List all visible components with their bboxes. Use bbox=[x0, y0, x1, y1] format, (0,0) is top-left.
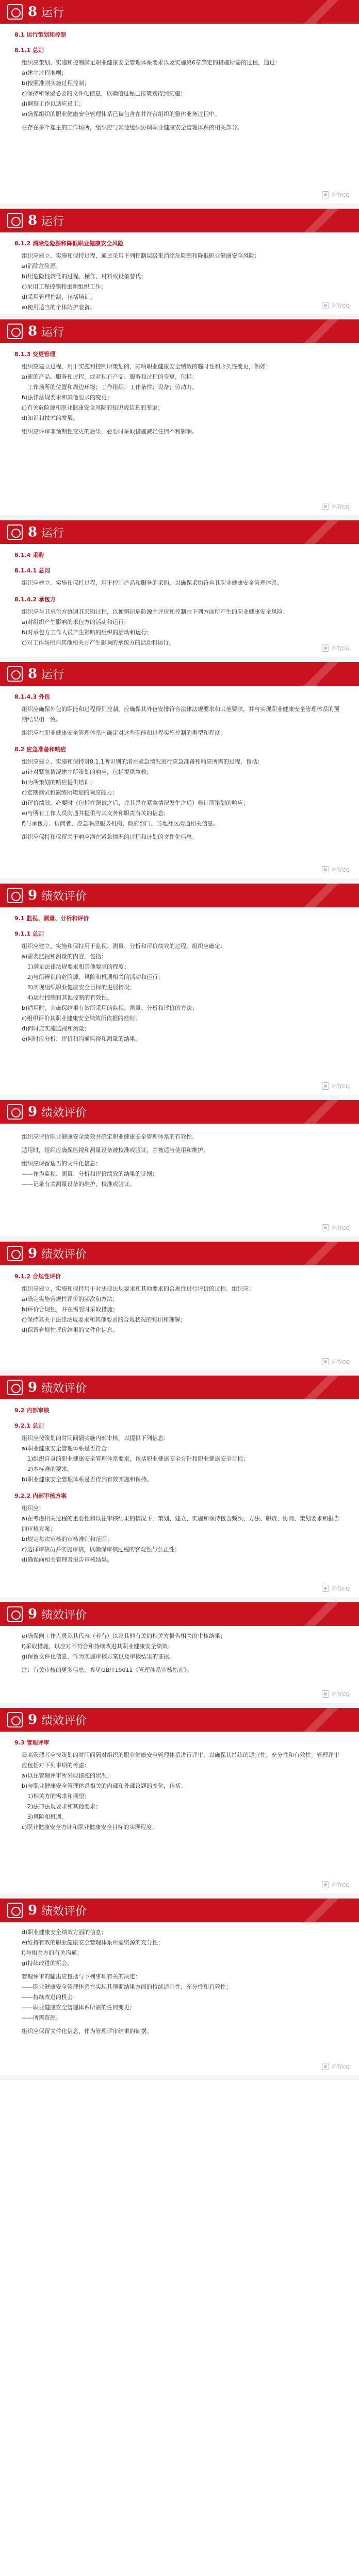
list-item: b)对承包方工作人员产生影响的组织的活动和运行； bbox=[22, 629, 153, 636]
section-header-bar bbox=[0, 1376, 359, 1399]
watermark-text: 环智CQ bbox=[332, 1360, 350, 1365]
list-item: c)保持和保留必要的文件化信息，以确信过程已按策划得到实施； bbox=[22, 90, 186, 97]
chapter-number: 8 bbox=[28, 4, 38, 20]
section-heading: 8.2 应急准备和响应 bbox=[14, 746, 67, 753]
list-item: d)调整工作以适应员工； bbox=[22, 100, 85, 107]
watermark bbox=[322, 1584, 350, 1592]
list-item: b)职业健康安全管理体系是否得到有效实施和保持。 bbox=[22, 1476, 153, 1483]
paragraph: 组织应保持和保留关于响应潜在紧急情况的过程和计划的文件化信息。 bbox=[22, 834, 198, 840]
slide-panel bbox=[0, 1899, 359, 2080]
watermark-text: 环智CQ bbox=[332, 1692, 350, 1698]
logo-icon bbox=[7, 1380, 23, 1395]
list-item: e)与所有工作人员沟通并提供与其义务和职责有关的信息； bbox=[22, 810, 170, 817]
header-decoration bbox=[282, 1242, 359, 1265]
section-heading: 8.1.4.3 外包 bbox=[14, 693, 50, 700]
slide-content bbox=[0, 544, 359, 662]
list-item: b)用危险性较低的过程、操作、材料或设备替代； bbox=[22, 273, 147, 280]
list-item: b)法律法规要求和其他要求的变更； bbox=[22, 394, 113, 401]
section-header-bar bbox=[0, 662, 359, 686]
section-heading: 8.1.4.1 总则 bbox=[14, 567, 50, 574]
list-item: a)消除危险源； bbox=[22, 263, 62, 269]
paragraph: 适用时，组织应确保监视和测量设备被校准或验证，并被适当使用和维护。 bbox=[22, 1147, 209, 1154]
list-item: f)采取措施，以应对不符合和持续改进其职业健康安全绩效； bbox=[22, 1643, 174, 1650]
paragraph: 组织应建立、实施和保持对8.1.1所识别的潜在紧急情况进行应急准备和响应所需的过程，包括： bbox=[22, 758, 263, 765]
list-item: a)针对紧急情况建立所策划的响应，包括提供急救； bbox=[22, 769, 153, 775]
chapter-title: 绩效评价 bbox=[41, 890, 87, 903]
watermark bbox=[322, 866, 350, 873]
watermark bbox=[322, 191, 350, 198]
list-item: b)与职业健康安全管理体系相关的内部和外部议题的变化，包括： bbox=[22, 1783, 187, 1789]
chapter-number: 9 bbox=[28, 1246, 38, 1261]
list-item: e)使用适当的个体防护装备。 bbox=[22, 304, 96, 311]
list-item: 2)法律法规要求和其他要求； bbox=[22, 1803, 102, 1810]
list-item: a)建立过程准则； bbox=[22, 70, 68, 76]
header-decoration bbox=[282, 1100, 359, 1124]
watermark bbox=[322, 502, 350, 510]
slide-content bbox=[0, 232, 359, 319]
watermark bbox=[322, 1082, 350, 1090]
list-item: a)新的产品、服务和过程，或对现有产品、服务和过程的变更，包括： bbox=[22, 374, 198, 380]
list-item: d)确保向相关管理者报告审核结果。 bbox=[22, 1556, 113, 1563]
watermark-icon bbox=[322, 866, 329, 873]
chapter-number: 9 bbox=[28, 1606, 38, 1622]
watermark-text: 环智CQ bbox=[332, 1226, 350, 1231]
logo-icon bbox=[7, 666, 23, 682]
logo-icon bbox=[7, 324, 23, 339]
list-item: e)确保向工作人员及其代表（若有）以及其他有关的相关方报告相关的审核结果； bbox=[22, 1633, 226, 1639]
section-heading: 9.1 监视、测量、分析和评价 bbox=[14, 915, 89, 922]
watermark-icon bbox=[322, 1358, 329, 1365]
list-item: c)保持其关于法律法规要求和其他要求的合规状况的知识和理解； bbox=[22, 1316, 186, 1323]
list-item: d)何时应实施监视和测量； bbox=[22, 1025, 90, 1032]
list-item: c)对工作场所内其他相关方产生影响的承包方的活动和运行。 bbox=[22, 639, 175, 646]
section-header-bar bbox=[0, 1242, 359, 1265]
paragraph: 组织应评价职业健康安全绩效并确定职业健康安全管理体系的有效性。 bbox=[22, 1133, 198, 1140]
chapter-title: 运行 bbox=[41, 527, 64, 540]
list-item: f)与承包方、访问者、应急响应服务机构、政府部门、当地社区沟通相关信息。 bbox=[22, 820, 219, 827]
section-heading: 9.2.1 总则 bbox=[14, 1422, 44, 1429]
list-item: e)维持有效的职业健康安全管理体系所需资源的充分性； bbox=[22, 1939, 164, 1946]
list-item: c)组织评价其职业健康安全绩效所依据的准则； bbox=[22, 1015, 141, 1022]
watermark-text: 环智CQ bbox=[332, 646, 350, 652]
logo-icon bbox=[7, 213, 23, 228]
watermark-text: 环智CQ bbox=[332, 1883, 350, 1888]
logo-icon bbox=[7, 4, 23, 20]
list-item: c)职业健康安全方针和职业健康安全目标的实现程度； bbox=[22, 1824, 158, 1831]
watermark-icon bbox=[322, 191, 329, 198]
list-item: ——职业健康安全管理体系在实现其预期结果方面的持续适宜性、充分性和有效性； bbox=[22, 1984, 232, 1990]
paragraph: 管理评审的输出应包括与下列事项有关的决定： bbox=[22, 1973, 141, 1980]
watermark-icon bbox=[322, 1224, 329, 1231]
chapter-title: 绩效评价 bbox=[41, 1106, 87, 1120]
watermark-icon bbox=[322, 1881, 329, 1888]
slide-content bbox=[0, 343, 359, 452]
watermark-text: 环智CQ bbox=[332, 868, 350, 873]
slide-content bbox=[0, 1626, 359, 1691]
chapter-title: 绩效评价 bbox=[41, 1905, 87, 1918]
section-heading: 8.1.1 总则 bbox=[14, 47, 44, 54]
slide-panel bbox=[0, 1376, 359, 1602]
list-item: d)职业健康安全绩效方面的信息； bbox=[22, 1929, 107, 1936]
slide-panel bbox=[0, 884, 359, 1100]
list-item: c)定期测试和演练所策划的响应能力； bbox=[22, 789, 118, 796]
list-item: a)以往管理评审所采取措施的状况； bbox=[22, 1772, 113, 1779]
watermark bbox=[322, 644, 350, 652]
logo-icon bbox=[7, 1903, 23, 1918]
list-item: ——所需资源。 bbox=[22, 2014, 61, 2021]
watermark-icon bbox=[322, 503, 329, 510]
slide-content bbox=[0, 907, 359, 1060]
chapter-title: 绩效评价 bbox=[41, 1382, 87, 1395]
chapter-title: 运行 bbox=[41, 668, 64, 682]
list-item: ——作为监视、测量、分析和评价绩效的结果的证据； bbox=[22, 1171, 158, 1177]
slide-panel bbox=[0, 1708, 359, 1899]
slide-panel bbox=[0, 319, 359, 520]
header-decoration bbox=[282, 662, 359, 686]
list-item: ——记录有关测量设备的维护、校准或验证。 bbox=[22, 1181, 135, 1188]
slide-content bbox=[0, 1124, 359, 1205]
paragraph: 组织应策划、实施和控制满足职业健康安全管理体系要求以及实施第6章确定的措施所需的过程，通过： bbox=[22, 59, 281, 66]
slide-panel bbox=[0, 0, 359, 209]
list-item: c)采用工程控制和重新组织工作； bbox=[22, 283, 107, 290]
slide-panel bbox=[0, 520, 359, 662]
section-header-bar bbox=[0, 0, 359, 24]
chapter-number: 9 bbox=[28, 1104, 38, 1120]
list-item: ——职业健康安全管理体系所需的任何变更； bbox=[22, 2004, 135, 2011]
chapter-title: 绩效评价 bbox=[41, 1608, 87, 1622]
slide-content bbox=[0, 1732, 359, 1848]
section-header-bar bbox=[0, 1708, 359, 1732]
section-heading: 8.1 运行策划和控制 bbox=[14, 31, 67, 38]
list-item: e)何时应分析、评价和沟通监视和测量的结果。 bbox=[22, 1036, 141, 1042]
paragraph: 组织应建立、实施和保持用于监视、测量、分析和评价绩效的过程。组织应确定： bbox=[22, 943, 226, 950]
list-item: b)按照准则实施过程控制； bbox=[22, 80, 90, 87]
list-item: g)持续改进的机会。 bbox=[22, 1960, 73, 1967]
chapter-title: 绩效评价 bbox=[41, 1714, 87, 1727]
chapter-number: 8 bbox=[28, 213, 38, 228]
paragraph: 组织应在职业健康安全管理体系内确定对这些职能和过程实施控制的类型和程度。 bbox=[22, 730, 226, 736]
chapter-title: 运行 bbox=[41, 215, 64, 228]
slide-content bbox=[0, 1399, 359, 1581]
watermark-text: 环智CQ bbox=[332, 1084, 350, 1090]
header-decoration bbox=[282, 1708, 359, 1732]
list-item: 2)与所辨识的危险源、风险和机遇相关的活动和运行； bbox=[22, 974, 164, 980]
chapter-number: 9 bbox=[28, 888, 38, 903]
chapter-number: 8 bbox=[28, 524, 38, 540]
list-item: d)评价绩效，必要时（包括在测试之后，尤其是在紧急情况发生之后）修订所策划的响应； bbox=[22, 800, 249, 806]
list-item: b)为所策划的响应提供培训； bbox=[22, 779, 96, 786]
list-item: 1)相关方的需求和期望； bbox=[22, 1793, 90, 1800]
paragraph: 在存在多个雇主的工作场所，组织应与其他组织协调职业健康安全管理体系的相关部分。 bbox=[22, 124, 243, 131]
header-decoration bbox=[282, 1899, 359, 1922]
logo-icon bbox=[7, 1246, 23, 1261]
paragraph: 组织应按策划的时间间隔实施内部审核，以提供下列信息： bbox=[22, 1435, 169, 1442]
section-header-bar bbox=[0, 209, 359, 232]
watermark bbox=[322, 1880, 350, 1888]
paragraph: 组织应与其承包方协调其采购过程，以便辨识危险源并评价和控制由下列方面所产生的职业健康安全风险： bbox=[22, 608, 288, 615]
chapter-number: 8 bbox=[28, 324, 38, 339]
slide-content bbox=[0, 686, 359, 858]
chapter-number: 8 bbox=[28, 666, 38, 682]
watermark-text: 环智CQ bbox=[332, 2064, 350, 2070]
paragraph: 最高管理者应按策划的时间间隔对组织的职业健康安全管理体系进行评审，以确保其持续的适宜性、充分性和有效性。管理评审应包括对下列事项的考虑： bbox=[22, 1752, 339, 1769]
list-item: 3)风险和机遇。 bbox=[22, 1814, 68, 1820]
section-header-bar bbox=[0, 884, 359, 907]
section-header-bar bbox=[0, 1100, 359, 1124]
header-decoration bbox=[282, 319, 359, 343]
watermark-text: 环智CQ bbox=[332, 193, 350, 198]
chapter-number: 9 bbox=[28, 1712, 38, 1727]
watermark-icon bbox=[322, 1690, 329, 1698]
list-item: a)对组织产生影响的承包方的活动和运行； bbox=[22, 619, 130, 625]
list-item: 3)实现组织职业健康安全目标的进展情况； bbox=[22, 984, 136, 991]
list-item: f)与相关方的有关沟通； bbox=[22, 1950, 83, 1956]
section-heading: 9.3 管理评审 bbox=[14, 1739, 50, 1746]
list-item: 1)满足法律法规要求和其他要求的程度； bbox=[22, 963, 130, 970]
slide-panel bbox=[0, 1602, 359, 1708]
section-heading: 8.1.2 消除危险源和降低职业健康安全风险 bbox=[14, 240, 124, 247]
list-item: a)确定实施合规性评价的频次和方法； bbox=[22, 1296, 119, 1302]
section-heading: 8.1.3 变更管理 bbox=[14, 351, 56, 358]
watermark-icon bbox=[322, 1585, 329, 1592]
paragraph: 组织应保留适当的文件化信息： bbox=[22, 1160, 101, 1167]
paragraph: 组织应评审非预期性变更的后果，必要时采取措施减轻任何不利影响。 bbox=[22, 428, 198, 435]
paragraph: 注：有关审核的更多信息，参见GB/T19011《管理体系审核指南》。 bbox=[22, 1667, 192, 1673]
watermark bbox=[322, 1690, 350, 1698]
header-decoration bbox=[282, 884, 359, 907]
list-item: b)评价合规性，并在需要时采取措施； bbox=[22, 1306, 119, 1313]
list-item: c)选择审核员并实施审核，以确保审核过程的客观性与公正性； bbox=[22, 1546, 181, 1553]
list-item: g)保留文件化信息，作为实施审核方案以及审核结果的证据。 bbox=[22, 1653, 175, 1660]
watermark-icon bbox=[322, 302, 329, 309]
slide-panel bbox=[0, 662, 359, 884]
watermark-text: 环智CQ bbox=[332, 1586, 350, 1592]
watermark bbox=[322, 2062, 350, 2070]
header-decoration bbox=[282, 0, 359, 24]
list-item: a)需要监视和测量的内容，包括： bbox=[22, 953, 107, 960]
slide-panel bbox=[0, 1242, 359, 1376]
paragraph: 组织应建立、实施和保持过程，用于控制产品和服务的采购，以确保采购符合其职业健康安全管理体系。 bbox=[22, 580, 283, 586]
header-decoration bbox=[282, 1376, 359, 1399]
list-item: d)采用管理控制，包括培训； bbox=[22, 294, 96, 300]
watermark-icon bbox=[322, 645, 329, 652]
header-decoration bbox=[282, 1602, 359, 1626]
logo-icon bbox=[7, 1712, 23, 1727]
list-item: e)确保组织的职业健康安全管理体系已被包含在并符合组织的整体业务过程中。 bbox=[22, 111, 221, 117]
slide-content bbox=[0, 24, 359, 148]
list-item: ——持续改进的机会； bbox=[22, 1994, 78, 2001]
watermark-text: 环智CQ bbox=[332, 504, 350, 510]
chapter-title: 绩效评价 bbox=[41, 1248, 87, 1261]
logo-icon bbox=[7, 888, 23, 903]
list-item: c)有关危险源和职业健康安全风险的知识或信息的变更； bbox=[22, 404, 164, 411]
list-item: a)在考虑相关过程的重要性和以往审核结果的情况下，策划、建立、实施和保持包含频次、方法、职责、协商、策划要求和报告的审核方案； bbox=[22, 1515, 340, 1532]
slide-panel bbox=[0, 209, 359, 319]
paragraph: 组织应保留文件化信息，作为管理评审结果的证据。 bbox=[22, 2028, 152, 2035]
section-header-bar bbox=[0, 1602, 359, 1626]
section-heading: 9.2.2 内部审核方案 bbox=[14, 1493, 67, 1499]
section-heading: 9.1.1 总则 bbox=[14, 930, 44, 937]
list-item: d)知识和技术的发展。 bbox=[22, 415, 79, 421]
paragraph: 组织应建立、实施和保持过程，通过采用下列控制层级来消除危险源和降低职业健康安全风险： bbox=[22, 252, 260, 259]
section-header-bar bbox=[0, 319, 359, 343]
watermark bbox=[322, 1224, 350, 1231]
logo-icon bbox=[7, 1606, 23, 1622]
paragraph: 组织应确保外包的职能和过程得到控制，应确保其外包安排符合法律法规要求和其他要求，并与实现职业健康安全管理体系的预期结果相一致。 bbox=[22, 706, 339, 723]
chapter-number: 9 bbox=[28, 1903, 38, 1918]
logo-icon bbox=[7, 524, 23, 540]
paragraph: 组织应： bbox=[22, 1505, 44, 1512]
watermark bbox=[322, 1358, 350, 1365]
section-heading: 8.1.4 采购 bbox=[14, 552, 44, 558]
watermark-icon bbox=[322, 2063, 329, 2070]
slide-panel bbox=[0, 1100, 359, 1242]
section-header-bar bbox=[0, 1899, 359, 1922]
list-item: a)职业健康安全管理体系是否符合： bbox=[22, 1445, 113, 1452]
list-item: 工作场所的位置和周边环境；工作组织；工作条件；设备；劳动力。 bbox=[22, 384, 198, 391]
slide-content bbox=[0, 1922, 359, 2052]
chapter-title: 运行 bbox=[41, 6, 64, 20]
list-item: 2)本标准的要求。 bbox=[22, 1466, 73, 1472]
list-item: 4)运行控制和其他控制的有效性。 bbox=[22, 994, 113, 1001]
header-decoration bbox=[282, 209, 359, 232]
paragraph: 组织应建立过程，用于实施和控制所策划的、影响职业健康安全绩效的临时性和永久性变更，例如： bbox=[22, 363, 271, 370]
section-header-bar bbox=[0, 520, 359, 544]
list-item: d)保留合规性评价结果的文件化信息。 bbox=[22, 1327, 119, 1333]
watermark-text: 环智CQ bbox=[332, 303, 350, 309]
header-decoration bbox=[282, 520, 359, 544]
slide-content bbox=[0, 1265, 359, 1351]
list-item: b)适用时，为确保结果有效所采用的监视、测量、分析和评价的方法； bbox=[22, 1005, 198, 1011]
section-heading: 9.1.2 合规性评价 bbox=[14, 1273, 61, 1280]
list-item: 1)组织自身的职业健康安全管理体系要求，包括职业健康安全方针和职业健康安全目标； bbox=[22, 1455, 249, 1462]
chapter-number: 9 bbox=[28, 1380, 38, 1395]
watermark bbox=[322, 301, 350, 309]
paragraph: 组织应建立、实施和保持用于对法律法规要求和其他要求的合规性进行评价的过程。组织应： bbox=[22, 1285, 254, 1292]
watermark-icon bbox=[322, 1082, 329, 1090]
section-heading: 9.2 内部审核 bbox=[14, 1407, 50, 1414]
logo-icon bbox=[7, 1104, 23, 1120]
list-item: b)规定每次审核的审核准则和范围； bbox=[22, 1536, 113, 1543]
chapter-title: 运行 bbox=[41, 326, 64, 339]
section-heading: 8.1.4.2 承包方 bbox=[14, 596, 56, 603]
